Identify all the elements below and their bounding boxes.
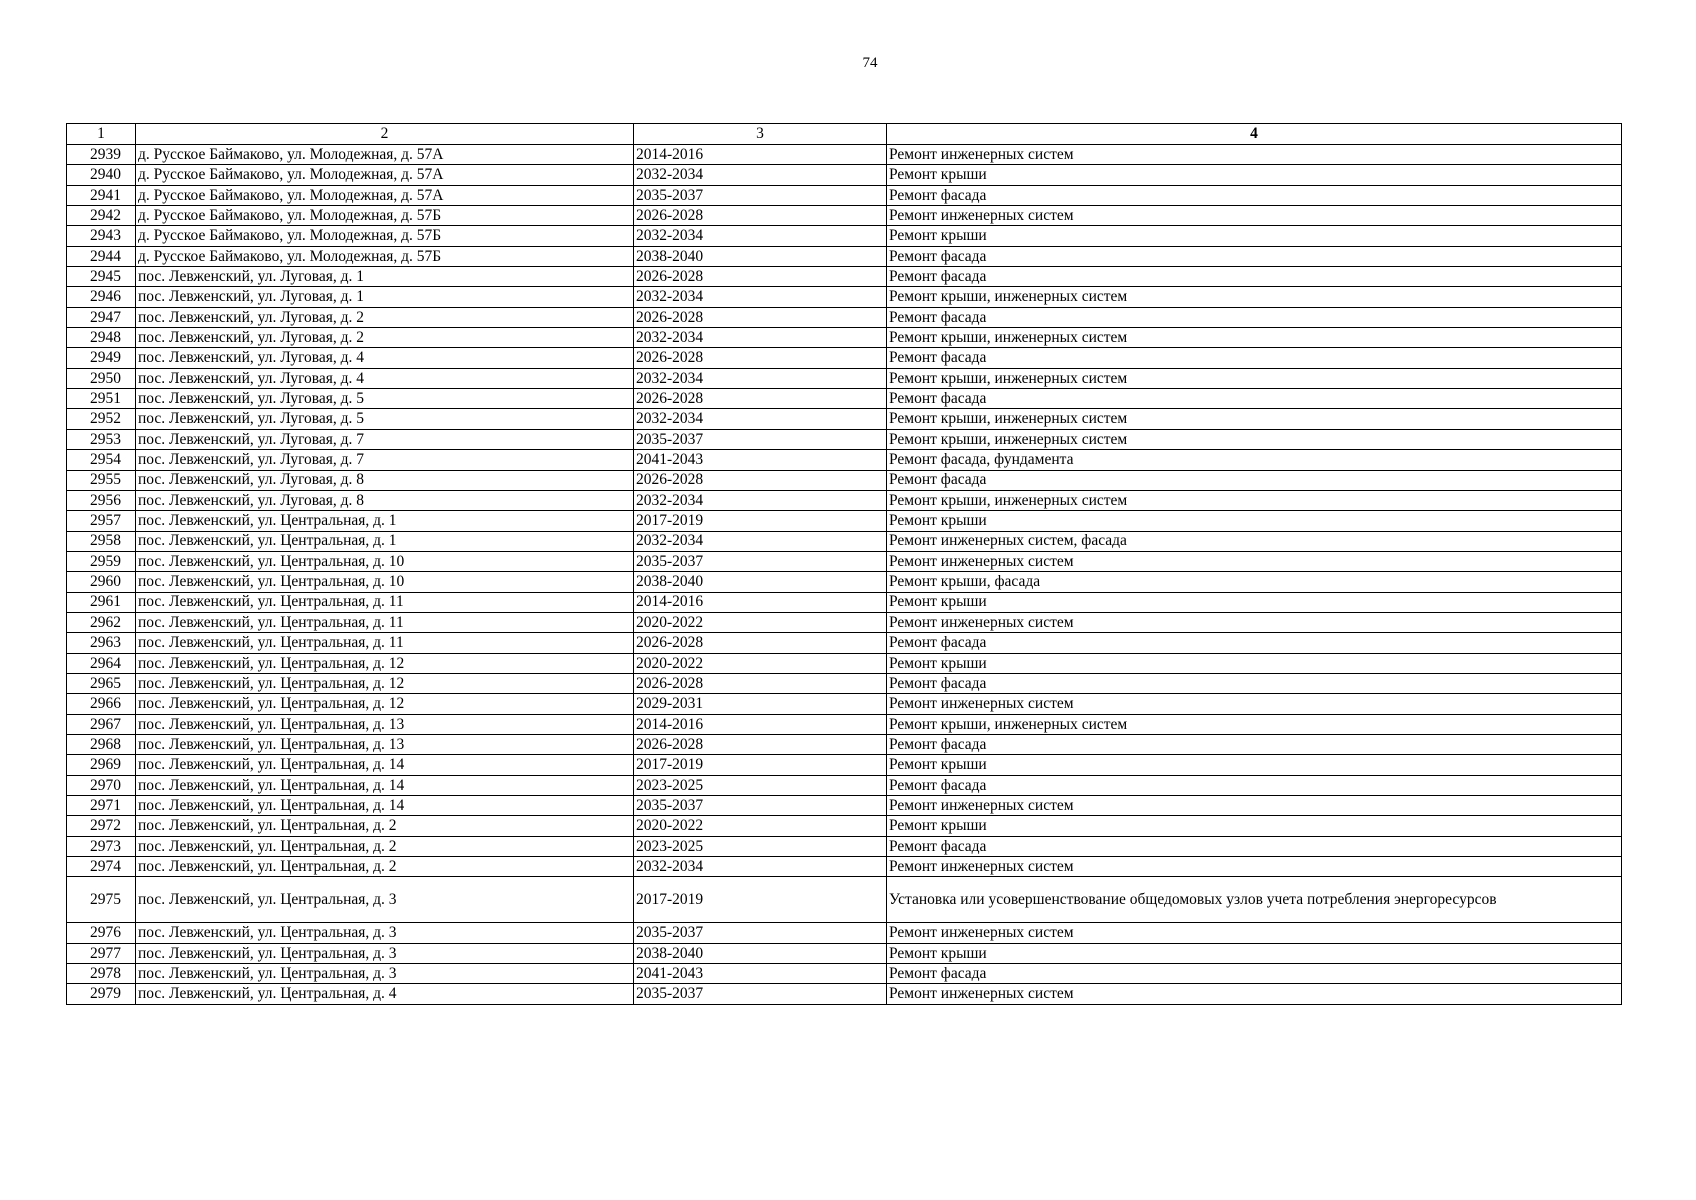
row-work-type: Ремонт крыши, инженерных систем	[887, 714, 1622, 734]
table-row	[67, 145, 1622, 165]
row-address: пос. Левженский, ул. Центральная, д. 14	[136, 775, 634, 795]
table-row	[67, 267, 1622, 287]
table-row	[67, 206, 1622, 226]
row-period: 2023-2025	[634, 775, 887, 795]
row-work-type: Ремонт крыши	[887, 816, 1622, 836]
row-address: пос. Левженский, ул. Центральная, д. 12	[136, 694, 634, 714]
row-period: 2026-2028	[634, 307, 887, 327]
row-period: 2014-2016	[634, 592, 887, 612]
row-number: 2961	[67, 592, 136, 612]
row-work-type: Ремонт фасада	[887, 470, 1622, 490]
row-period: 2026-2028	[634, 470, 887, 490]
row-address: пос. Левженский, ул. Луговая, д. 7	[136, 450, 634, 470]
header-row	[67, 124, 1622, 145]
row-period: 2026-2028	[634, 267, 887, 287]
row-number: 2939	[67, 145, 136, 165]
table-row	[67, 714, 1622, 734]
table-row	[67, 943, 1622, 963]
table-row	[67, 409, 1622, 429]
table-body	[67, 145, 1622, 1005]
row-period: 2020-2022	[634, 653, 887, 673]
row-address: пос. Левженский, ул. Центральная, д. 11	[136, 633, 634, 653]
row-period: 2035-2037	[634, 984, 887, 1004]
row-period: 2035-2037	[634, 923, 887, 943]
row-number: 2943	[67, 226, 136, 246]
row-address: пос. Левженский, ул. Центральная, д. 10	[136, 572, 634, 592]
row-work-type: Ремонт фасада	[887, 673, 1622, 693]
table-row	[67, 470, 1622, 490]
row-period: 2020-2022	[634, 612, 887, 632]
row-period: 2023-2025	[634, 836, 887, 856]
row-period: 2035-2037	[634, 551, 887, 571]
row-address: пос. Левженский, ул. Центральная, д. 4	[136, 984, 634, 1004]
row-address: пос. Левженский, ул. Центральная, д. 1	[136, 511, 634, 531]
row-number: 2945	[67, 267, 136, 287]
row-period: 2017-2019	[634, 755, 887, 775]
row-address: пос. Левженский, ул. Луговая, д. 7	[136, 429, 634, 449]
table-row	[67, 694, 1622, 714]
row-number: 2955	[67, 470, 136, 490]
row-work-type: Ремонт фасада	[887, 836, 1622, 856]
row-work-type: Ремонт крыши, фасада	[887, 572, 1622, 592]
row-number: 2975	[67, 877, 136, 923]
row-address: пос. Левженский, ул. Луговая, д. 2	[136, 328, 634, 348]
row-work-type: Ремонт фасада	[887, 389, 1622, 409]
row-period: 2026-2028	[634, 734, 887, 754]
row-address: пос. Левженский, ул. Центральная, д. 14	[136, 755, 634, 775]
row-address: пос. Левженский, ул. Центральная, д. 3	[136, 943, 634, 963]
table-row	[67, 551, 1622, 571]
row-number: 2944	[67, 246, 136, 266]
row-address: пос. Левженский, ул. Центральная, д. 2	[136, 836, 634, 856]
row-period: 2014-2016	[634, 145, 887, 165]
row-number: 2965	[67, 673, 136, 693]
table-row	[67, 165, 1622, 185]
row-address: пос. Левженский, ул. Луговая, д. 8	[136, 490, 634, 510]
row-number: 2976	[67, 923, 136, 943]
row-work-type: Ремонт крыши, инженерных систем	[887, 429, 1622, 449]
row-period: 2026-2028	[634, 206, 887, 226]
row-address: пос. Левженский, ул. Центральная, д. 13	[136, 734, 634, 754]
row-number: 2979	[67, 984, 136, 1004]
row-period: 2026-2028	[634, 673, 887, 693]
table-row	[67, 984, 1622, 1004]
header-col-2: 2	[136, 124, 634, 145]
row-address: пос. Левженский, ул. Центральная, д. 11	[136, 592, 634, 612]
row-period: 2032-2034	[634, 531, 887, 551]
row-work-type: Ремонт крыши	[887, 943, 1622, 963]
row-address: пос. Левженский, ул. Луговая, д. 2	[136, 307, 634, 327]
row-period: 2020-2022	[634, 816, 887, 836]
table-row	[67, 348, 1622, 368]
row-address: пос. Левженский, ул. Центральная, д. 3	[136, 877, 634, 923]
table-row	[67, 531, 1622, 551]
row-work-type: Ремонт фасада	[887, 348, 1622, 368]
table-row	[67, 923, 1622, 943]
table-row	[67, 307, 1622, 327]
row-number: 2963	[67, 633, 136, 653]
page-number: 74	[862, 55, 878, 71]
row-work-type: Ремонт фасада, фундамента	[887, 450, 1622, 470]
table-row	[67, 185, 1622, 205]
row-number: 2969	[67, 755, 136, 775]
table-row	[67, 511, 1622, 531]
row-number: 2941	[67, 185, 136, 205]
row-address: д. Русское Баймаково, ул. Молодежная, д. 57Б	[136, 226, 634, 246]
row-period: 2026-2028	[634, 348, 887, 368]
row-number: 2957	[67, 511, 136, 531]
row-address: д. Русское Баймаково, ул. Молодежная, д. 57Б	[136, 246, 634, 266]
table-row	[67, 429, 1622, 449]
row-period: 2032-2034	[634, 368, 887, 388]
row-number: 2956	[67, 490, 136, 510]
table-row	[67, 796, 1622, 816]
table-row	[67, 964, 1622, 984]
row-period: 2041-2043	[634, 964, 887, 984]
table-row	[67, 490, 1622, 510]
row-work-type: Ремонт фасада	[887, 307, 1622, 327]
row-period: 2032-2034	[634, 409, 887, 429]
row-work-type: Ремонт инженерных систем	[887, 923, 1622, 943]
row-number: 2962	[67, 612, 136, 632]
table-row	[67, 857, 1622, 877]
row-number: 2970	[67, 775, 136, 795]
row-work-type: Ремонт крыши	[887, 653, 1622, 673]
row-address: д. Русское Баймаково, ул. Молодежная, д. 57А	[136, 165, 634, 185]
row-number: 2964	[67, 653, 136, 673]
row-number: 2966	[67, 694, 136, 714]
row-work-type: Ремонт крыши	[887, 165, 1622, 185]
row-address: пос. Левженский, ул. Центральная, д. 14	[136, 796, 634, 816]
row-period: 2026-2028	[634, 389, 887, 409]
row-work-type: Ремонт инженерных систем	[887, 206, 1622, 226]
row-number: 2974	[67, 857, 136, 877]
row-number: 2959	[67, 551, 136, 571]
row-address: пос. Левженский, ул. Центральная, д. 2	[136, 857, 634, 877]
row-work-type: Ремонт инженерных систем	[887, 551, 1622, 571]
row-work-type: Установка или усовершенствование общедомовых узлов учета потребления энергоресурсов	[887, 877, 1622, 923]
row-work-type: Ремонт крыши, инженерных систем	[887, 490, 1622, 510]
row-address: пос. Левженский, ул. Центральная, д. 13	[136, 714, 634, 734]
row-number: 2949	[67, 348, 136, 368]
table-row	[67, 572, 1622, 592]
row-number: 2967	[67, 714, 136, 734]
row-work-type: Ремонт фасада	[887, 633, 1622, 653]
row-period: 2017-2019	[634, 511, 887, 531]
row-period: 2032-2034	[634, 857, 887, 877]
row-address: пос. Левженский, ул. Центральная, д. 2	[136, 816, 634, 836]
row-address: пос. Левженский, ул. Луговая, д. 1	[136, 287, 634, 307]
row-address: д. Русское Баймаково, ул. Молодежная, д. 57Б	[136, 206, 634, 226]
row-period: 2017-2019	[634, 877, 887, 923]
row-period: 2035-2037	[634, 429, 887, 449]
row-address: пос. Левженский, ул. Луговая, д. 4	[136, 348, 634, 368]
row-number: 2951	[67, 389, 136, 409]
row-address: пос. Левженский, ул. Центральная, д. 3	[136, 923, 634, 943]
row-number: 2947	[67, 307, 136, 327]
row-number: 2968	[67, 734, 136, 754]
row-address: пос. Левженский, ул. Центральная, д. 11	[136, 612, 634, 632]
row-address: д. Русское Баймаково, ул. Молодежная, д. 57А	[136, 145, 634, 165]
row-address: пос. Левженский, ул. Луговая, д. 5	[136, 389, 634, 409]
row-number: 2973	[67, 836, 136, 856]
row-work-type: Ремонт крыши, инженерных систем	[887, 409, 1622, 429]
row-work-type: Ремонт инженерных систем	[887, 145, 1622, 165]
table-header	[67, 124, 1622, 145]
table-row	[67, 287, 1622, 307]
row-address: пос. Левженский, ул. Центральная, д. 3	[136, 964, 634, 984]
row-work-type: Ремонт крыши	[887, 226, 1622, 246]
table-row	[67, 226, 1622, 246]
row-number: 2948	[67, 328, 136, 348]
header-col-1: 1	[67, 124, 136, 145]
row-number: 2978	[67, 964, 136, 984]
header-col-3: 3	[634, 124, 887, 145]
row-work-type: Ремонт крыши	[887, 755, 1622, 775]
row-work-type: Ремонт фасада	[887, 734, 1622, 754]
row-address: пос. Левженский, ул. Центральная, д. 10	[136, 551, 634, 571]
table-row	[67, 389, 1622, 409]
row-period: 2029-2031	[634, 694, 887, 714]
row-address: пос. Левженский, ул. Центральная, д. 1	[136, 531, 634, 551]
row-address: д. Русское Баймаково, ул. Молодежная, д. 57А	[136, 185, 634, 205]
row-number: 2971	[67, 796, 136, 816]
row-address: пос. Левженский, ул. Луговая, д. 1	[136, 267, 634, 287]
row-period: 2032-2034	[634, 490, 887, 510]
table-row	[67, 775, 1622, 795]
row-work-type: Ремонт фасада	[887, 775, 1622, 795]
row-work-type: Ремонт фасада	[887, 964, 1622, 984]
capital-repair-table	[66, 123, 1622, 1005]
row-address: пос. Левженский, ул. Луговая, д. 8	[136, 470, 634, 490]
row-work-type: Ремонт фасада	[887, 267, 1622, 287]
row-number: 2950	[67, 368, 136, 388]
row-number: 2977	[67, 943, 136, 963]
row-period: 2035-2037	[634, 796, 887, 816]
row-number: 2940	[67, 165, 136, 185]
table-row	[67, 612, 1622, 632]
table-row	[67, 836, 1622, 856]
row-period: 2032-2034	[634, 226, 887, 246]
row-number: 2952	[67, 409, 136, 429]
row-number: 2953	[67, 429, 136, 449]
header-col-4: 4	[887, 124, 1622, 145]
table-row	[67, 816, 1622, 836]
table-row	[67, 755, 1622, 775]
row-period: 2038-2040	[634, 943, 887, 963]
row-work-type: Ремонт крыши, инженерных систем	[887, 287, 1622, 307]
table-row	[67, 246, 1622, 266]
row-period: 2032-2034	[634, 328, 887, 348]
table-row	[67, 673, 1622, 693]
row-number: 2972	[67, 816, 136, 836]
row-number: 2960	[67, 572, 136, 592]
row-number: 2946	[67, 287, 136, 307]
row-work-type: Ремонт крыши	[887, 592, 1622, 612]
row-work-type: Ремонт инженерных систем, фасада	[887, 531, 1622, 551]
table-row	[67, 734, 1622, 754]
row-work-type: Ремонт инженерных систем	[887, 612, 1622, 632]
row-address: пос. Левженский, ул. Луговая, д. 5	[136, 409, 634, 429]
row-period: 2041-2043	[634, 450, 887, 470]
table-row	[67, 633, 1622, 653]
row-work-type: Ремонт инженерных систем	[887, 857, 1622, 877]
row-period: 2014-2016	[634, 714, 887, 734]
row-work-type: Ремонт фасада	[887, 246, 1622, 266]
row-number: 2954	[67, 450, 136, 470]
row-period: 2032-2034	[634, 165, 887, 185]
table-row	[67, 592, 1622, 612]
row-address: пос. Левженский, ул. Луговая, д. 4	[136, 368, 634, 388]
table-row	[67, 450, 1622, 470]
row-work-type: Ремонт инженерных систем	[887, 984, 1622, 1004]
row-work-type: Ремонт крыши, инженерных систем	[887, 368, 1622, 388]
table-row	[67, 877, 1622, 923]
row-work-type: Ремонт крыши, инженерных систем	[887, 328, 1622, 348]
row-address: пос. Левженский, ул. Центральная, д. 12	[136, 653, 634, 673]
row-period: 2026-2028	[634, 633, 887, 653]
row-period: 2035-2037	[634, 185, 887, 205]
row-work-type: Ремонт крыши	[887, 511, 1622, 531]
row-period: 2038-2040	[634, 246, 887, 266]
row-work-type: Ремонт фасада	[887, 185, 1622, 205]
row-period: 2038-2040	[634, 572, 887, 592]
row-number: 2958	[67, 531, 136, 551]
row-number: 2942	[67, 206, 136, 226]
table-row	[67, 328, 1622, 348]
row-period: 2032-2034	[634, 287, 887, 307]
row-address: пос. Левженский, ул. Центральная, д. 12	[136, 673, 634, 693]
row-work-type: Ремонт инженерных систем	[887, 694, 1622, 714]
table-row	[67, 368, 1622, 388]
table-row	[67, 653, 1622, 673]
row-work-type: Ремонт инженерных систем	[887, 796, 1622, 816]
